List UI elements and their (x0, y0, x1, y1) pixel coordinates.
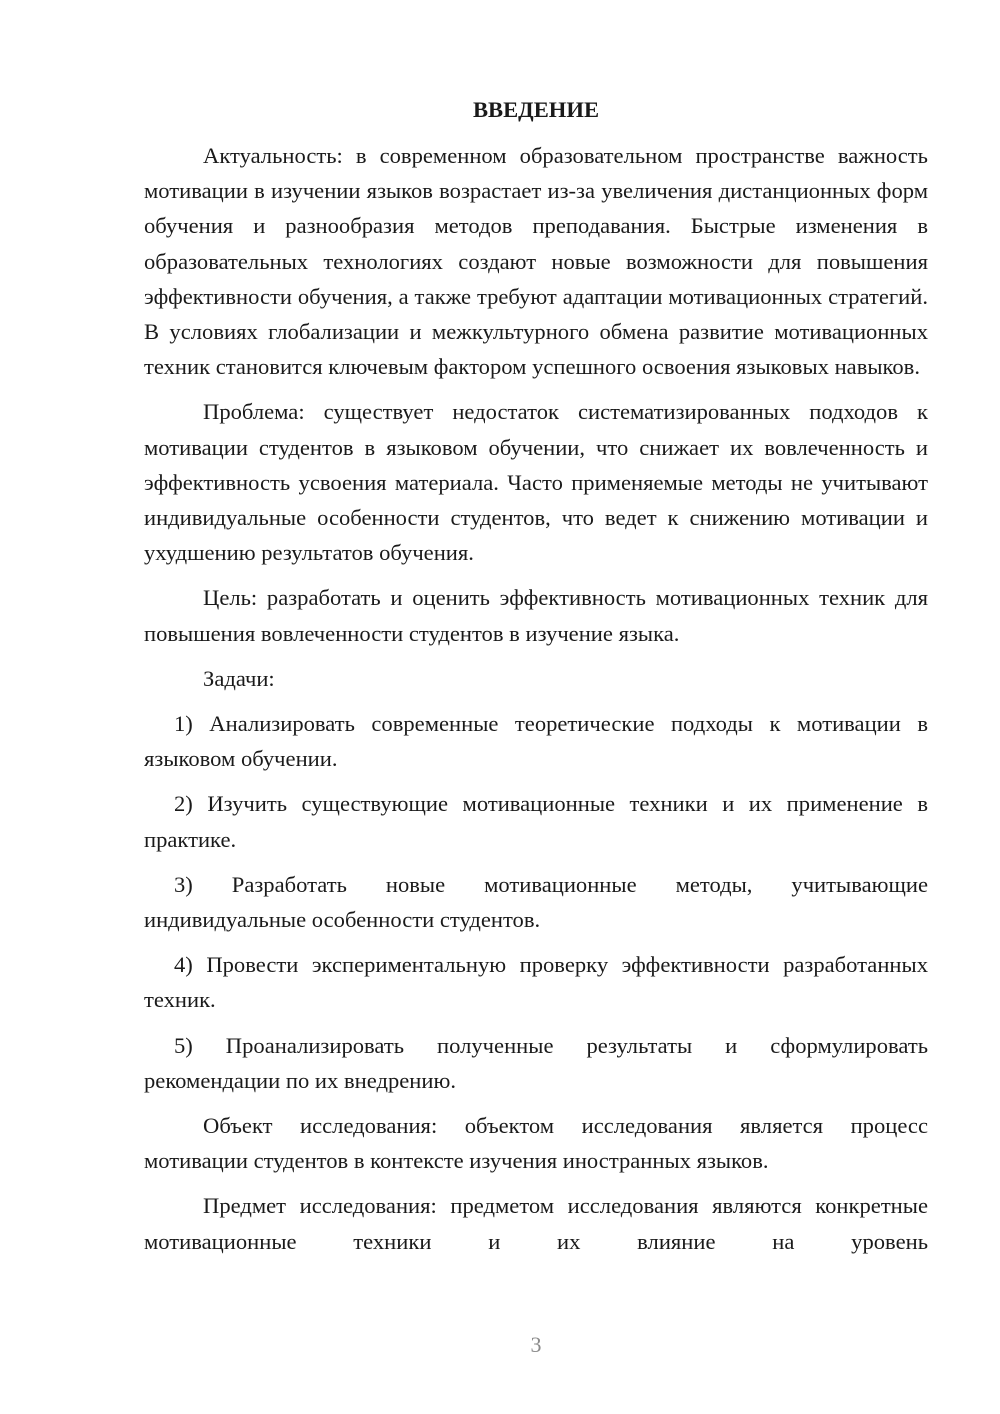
list-item: 3) Разработать новые мотивационные методы, учитывающие индивидуальные особенности студентов. (144, 871, 928, 933)
tasks-heading: Задачи: (203, 665, 275, 691)
paragraph-relevance: Актуальность: в современном образовательном пространстве важность мотивации в изучении языков возрастает из-за увеличения дистанционных форм обучения и разнообразия методов преподавания. Быстрые изменения в образовательных технологиях создают новые возможности для повышения эффективности обучения, а также требуют адаптации мотивационных стратегий. В условиях глобализации и межкультурного обмена развитие мотивационных техник становится ключевым фактором успешного освоения языковых навыков. (144, 143, 928, 380)
paragraph-subject: Предмет исследования: предметом исследования являются конкретные мотивационные техники и их влияние на уровень (144, 1193, 928, 1254)
tasks-list (144, 706, 928, 1098)
page-number: 3 (530, 1332, 542, 1357)
list-item: 5) Проанализировать полученные результаты и сформулировать рекомендации по их внедрению. (144, 1032, 928, 1093)
paragraph-goal: Цель: разработать и оценить эффективность мотивационных техник для повышения вовлеченности студентов в изучение языка. (144, 585, 928, 646)
paragraph-problem: Проблема: существует недостаток систематизированных подходов к мотивации студентов в языковом обучении, что снижает их вовлеченность и эффективность усвоения материала. Часто применяемые методы не учитывают индивидуальные особенности студентов, что ведет к снижению мотивации и ухудшению результатов обучения. (144, 399, 928, 566)
list-item: 2) Изучить существующие мотивационные техники и их применение в практике. (144, 791, 928, 852)
section-title: ВВЕДЕНИЕ (472, 97, 600, 122)
page-content (144, 94, 928, 1269)
paragraph-object: Объект исследования: объектом исследования является процесс мотивации студентов в контексте изучения иностранных языков. (144, 1113, 928, 1174)
list-item: 4) Провести экспериментальную проверку эффективности разработанных техник. (144, 952, 928, 1013)
list-item: 1) Анализировать современные теоретические подходы к мотивации в языковом обучении. (144, 711, 928, 772)
